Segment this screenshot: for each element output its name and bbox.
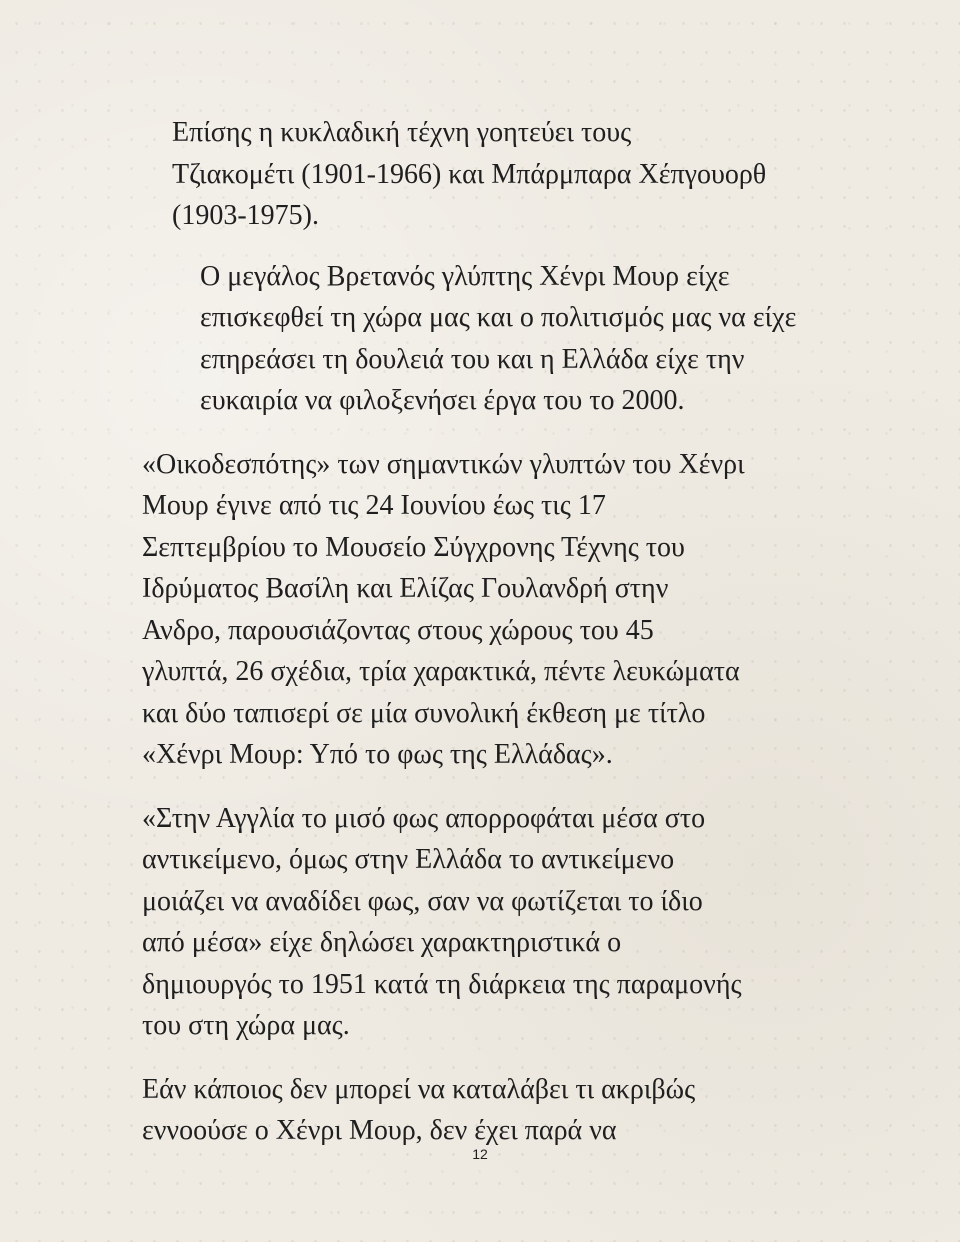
- text-line: «Στην Αγγλία το μισό φως απορροφάται μέσα στο: [142, 802, 706, 834]
- text-line: αντικείμενο, όμως στην Ελλάδα το αντικείμενο: [142, 844, 675, 875]
- text-line: δημιουργός το 1951 κατά τη διάρκεια της παραμονής: [142, 968, 742, 1000]
- page-body: [142, 112, 832, 1152]
- text-line: επισκεφθεί τη χώρα μας και ο πολιτισμός μας να είχε: [200, 302, 797, 333]
- text-line: του στη χώρα μας.: [142, 1010, 350, 1041]
- text-line: ευκαιρία να φιλοξενήσει έργα του το 2000.: [200, 385, 685, 416]
- text-line: «Χένρι Μουρ: Υπό το φως της Ελλάδας».: [142, 739, 613, 770]
- text-line: Μουρ έγινε από τις 24 Ιουνίου έως τις 17: [142, 490, 606, 521]
- text-line: Ανδρο, παρουσιάζοντας στους χώρους του 45: [142, 614, 654, 646]
- paragraph-andros-exhibition: [142, 444, 832, 776]
- text-line: Ο μεγάλος Βρετανός γλύπτης Χένρι Μουρ είχε: [200, 260, 730, 292]
- page-number: 12: [472, 1146, 488, 1162]
- text-line: και δύο ταπισερί σε μία συνολική έκθεση με τίτλο: [142, 697, 706, 729]
- text-line: Επίσης η κυκλαδική τέχνη γοητεύει τους: [172, 117, 632, 148]
- paragraph-cycladic-art: [142, 112, 832, 237]
- text-line: (1903-1975).: [172, 200, 319, 231]
- text-line: Εάν κάποιος δεν μπορεί να καταλάβει τι ακριβώς: [142, 1073, 696, 1105]
- text-line: από μέσα» είχε δηλώσει χαρακτηριστικά ο: [142, 927, 622, 958]
- paragraph-henry-moore-visit: [142, 256, 832, 422]
- text-line: «Οικοδεσπότης» των σημαντικών γλυπτών του Χένρι: [142, 448, 745, 480]
- text-line: Τζιακομέτι (1901-1966) και Μπάρμπαρα Χέπγουορθ: [172, 158, 767, 190]
- paragraph-continuation: [142, 1069, 832, 1152]
- text-line: εννοούσε ο Χένρι Μουρ, δεν έχει παρά να: [142, 1115, 617, 1146]
- text-line: Ιδρύματος Βασίλη και Ελίζας Γουλανδρή στην: [142, 573, 669, 604]
- text-line: επηρεάσει τη δουλειά του και η Ελλάδα είχε την: [200, 343, 745, 375]
- text-line: Σεπτεμβρίου το Μουσείο Σύγχρονης Τέχνης του: [142, 531, 685, 563]
- text-line: μοιάζει να αναδίδει φως, σαν να φωτίζεται το ίδιο: [142, 885, 703, 917]
- text-line: γλυπτά, 26 σχέδια, τρία χαρακτικά, πέντε λευκώματα: [142, 656, 740, 687]
- paragraph-moore-quote: [142, 798, 832, 1047]
